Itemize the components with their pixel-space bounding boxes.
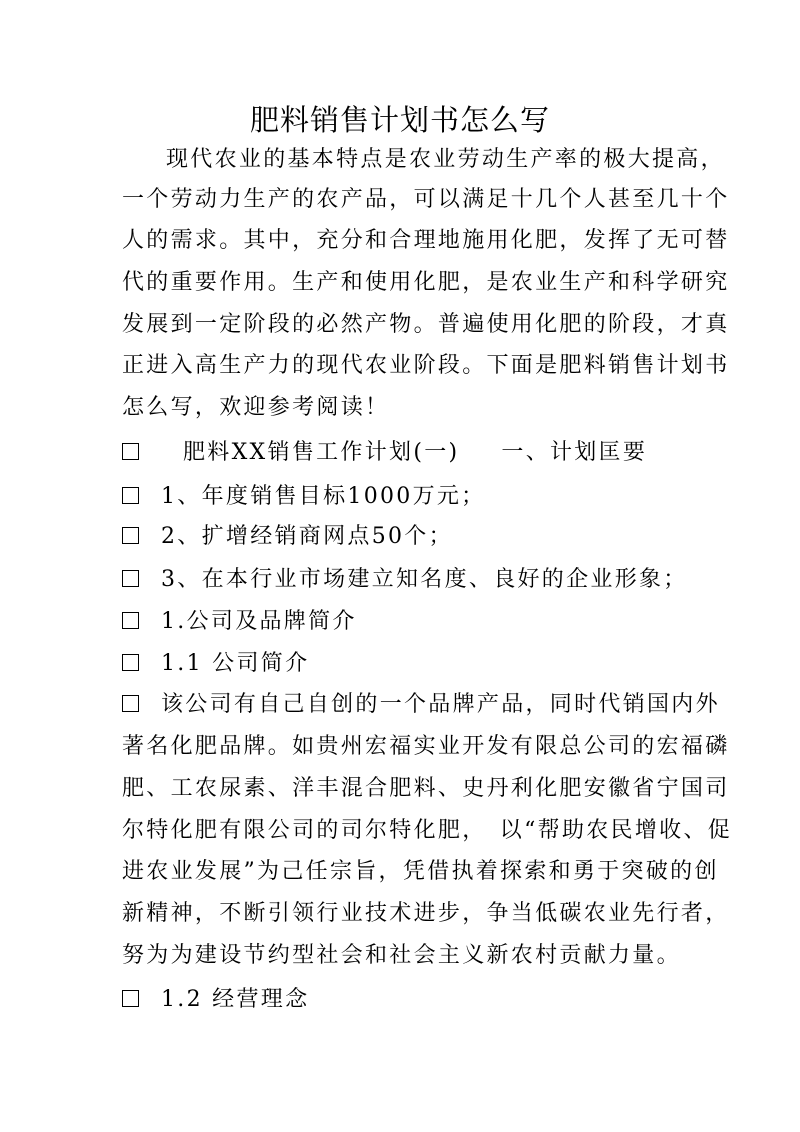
company-line: 进农业发展”为己任宗旨，凭借执着探索和勇于突破的创 [122,859,719,884]
plan-heading-right: 一、计划匡要 [501,440,648,465]
document-title: 肥料销售计划书怎么写 [249,103,550,137]
intro-line: 正进入高生产力的现代农业阶段。下面是肥料销售计划书 [122,353,730,378]
checkbox-icon [122,612,139,629]
section-heading-text: 1.公司及品牌简介 [161,609,357,634]
intro-line: 一个劳动力生产的农产品，可以满足十几个人甚至几十个 [122,187,730,212]
section-heading [122,607,357,637]
checkbox-icon [122,990,139,1007]
intro-line: 怎么写，欢迎参考阅读！ [122,395,390,420]
section-heading-text: 1.2 经营理念 [161,987,310,1012]
checkbox-icon [122,527,139,544]
intro-line: 发展到一定阶段的必然产物。普遍使用化肥的阶段，才真 [122,312,730,337]
company-line: 新精神，不断引领行业技术进步，争当低碳农业先行者， [122,901,730,926]
checkbox-icon [122,695,139,712]
checkbox-icon [122,654,139,671]
company-line: 努为为建设节约型社会和社会主义新农村贡献力量。 [122,943,681,968]
company-line: 著名化肥品牌。如贵州宏福实业开发有限总公司的宏福磷 [122,734,730,759]
plan-heading [122,438,647,468]
company-line: 尔特化肥有限公司的司尔特化肥， 以“帮助农民增收、促 [122,818,733,843]
company-line [122,690,720,720]
plan-heading-left: 肥料XX销售工作计划(一) [183,440,460,465]
company-text: 该公司有自己自创的一个品牌产品，同时代销国内外 [161,692,720,717]
checkbox-icon [122,570,139,587]
goal-item [122,522,453,552]
checkbox-icon [122,487,139,504]
section-heading [122,649,309,679]
goal-item [122,565,688,595]
intro-line: 人的需求。其中，充分和合理地施用化肥，发挥了无可替 [122,228,730,253]
section-heading-text: 1.1 公司简介 [161,651,310,676]
section-heading [122,985,309,1015]
intro-line: 代的重要作用。生产和使用化肥，是农业生产和科学研究 [122,270,730,295]
goal-item [122,482,486,512]
goal-text: 3、在本行业市场建立知名度、良好的企业形象； [161,567,688,592]
company-line: 肥、工农尿素、洋丰混合肥料、史丹利化肥安徽省宁国司 [122,776,730,801]
checkbox-icon [122,443,139,460]
goal-text: 2、扩增经销商网点50个； [161,524,453,549]
intro-line: 现代农业的基本特点是农业劳动生产率的极大提高， [166,147,725,172]
goal-text: 1、年度销售目标1000万元； [161,484,486,509]
